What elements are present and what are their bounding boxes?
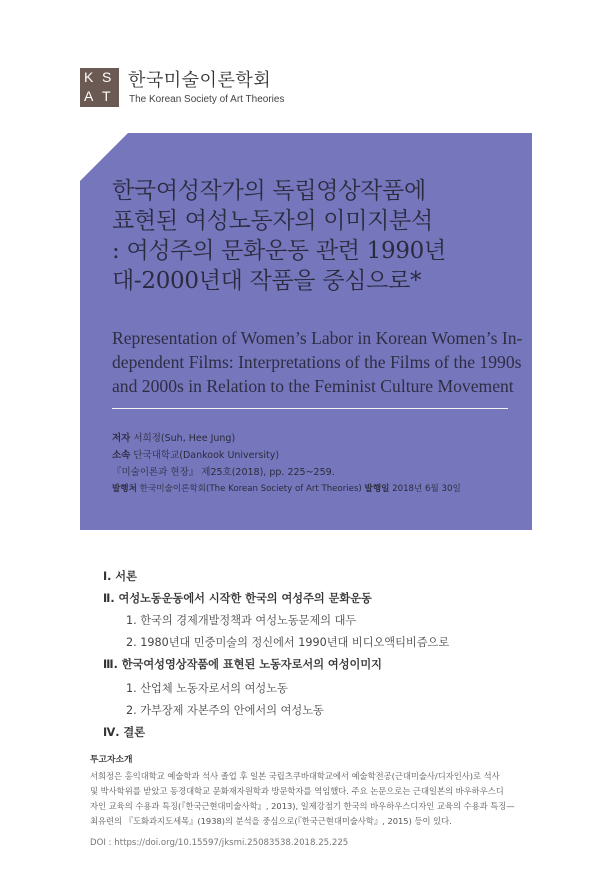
affiliation-line: [112, 447, 279, 461]
article-title-en: [112, 326, 523, 398]
date-label: 발행일: [364, 484, 390, 494]
logo-letter: T: [102, 88, 112, 104]
society-name-en: The Korean Society of Art Theories: [129, 94, 285, 105]
toc-subitem: 2. 1980년대 민중미술의 정신에서 1990년대 비디오액티비즘으로: [126, 636, 450, 649]
logo-letter: A: [84, 88, 95, 104]
title-kr-line: 표현된 여성노동자의 이미지분석: [112, 208, 433, 234]
logo-letter: S: [102, 69, 113, 85]
author-intro-heading: 투고자소개: [90, 755, 133, 765]
date-value: 2018년 6월 30일: [392, 484, 461, 494]
logo-letter: K: [84, 69, 95, 85]
publisher-line: [112, 482, 461, 494]
toc-subitem: 1. 한국의 경제개발정책과 여성노동문제의 대두: [126, 614, 357, 627]
title-en-line: dependent Films: Interpretations of the Films of the 1990s: [112, 352, 522, 372]
title-kr-line: 한국여성작가의 독립영상작품에: [112, 178, 426, 204]
title-en-line: Representation of Women’s Labor in Korean Women’s In-: [112, 328, 523, 348]
divider: [112, 408, 508, 409]
society-logo: [80, 68, 119, 107]
toc-subitem: 1. 산업체 노동자로서의 여성노동: [126, 682, 288, 695]
journal-citation: 『미술이론과 현장』 제25호(2018), pp. 225~259.: [112, 467, 335, 478]
toc-item: Ⅱ. 여성노동운동에서 시작한 한국의 여성주의 문화운동: [103, 592, 372, 605]
affiliation-label: 소속: [112, 450, 131, 461]
author-intro-line: 및 박사학위를 받았고 동경대학교 문화재자원학과 방문학자를 역임했다. 주요 논문으로는 근대일본의 바우하우스디: [90, 786, 504, 796]
author-label: 저자: [112, 433, 131, 444]
title-kr-line: : 여성주의 문화운동 관련 1990년: [112, 238, 446, 264]
author-intro-line: 서희정은 홍익대학교 예술학과 석사 졸업 후 일본 국립츠쿠바대학교에서 예술학전공(근대미술사/디자인사)로 석사: [90, 771, 500, 781]
toc-item: Ⅲ. 한국여성영상작품에 표현된 노동자로서의 여성이미지: [103, 658, 382, 671]
publisher-label: 발행처: [112, 484, 137, 494]
article-title-kr: [112, 176, 512, 296]
author-value: 서희정(Suh, Hee Jung): [133, 433, 236, 444]
author-intro-line: 자인 교육의 수용과 특징(『한국근현대미술사학』, 2013), 일제강점기 한국의 바우하우스디자인 교육의 수용과 특징—: [90, 801, 515, 811]
title-kr-line: 대-2000년대 작품을 중심으로*: [112, 268, 422, 294]
author-line: [112, 430, 235, 444]
toc-subitem: 2. 가부장제 자본주의 안에서의 여성노동: [126, 704, 324, 717]
toc-item: Ⅳ. 결론: [103, 726, 146, 739]
society-name-kr: 한국미술이론학회: [128, 70, 272, 91]
toc-item: Ⅰ. 서론: [103, 570, 137, 583]
publisher-value: 한국미술이론학회(The Korean Society of Art Theories): [139, 484, 362, 494]
title-en-line: and 2000s in Relation to the Feminist Culture Movement: [112, 376, 514, 396]
author-intro-line: 최유련의 『도화과지도세목』(1938)의 분석을 중심으로(『한국근현대미술사학』, 2015) 등이 있다.: [90, 816, 452, 826]
affiliation-value: 단국대학교(Dankook University): [133, 450, 280, 461]
doi-link[interactable]: DOI : https://doi.org/10.15597/jksmi.25083538.2018.25.225: [90, 838, 349, 848]
